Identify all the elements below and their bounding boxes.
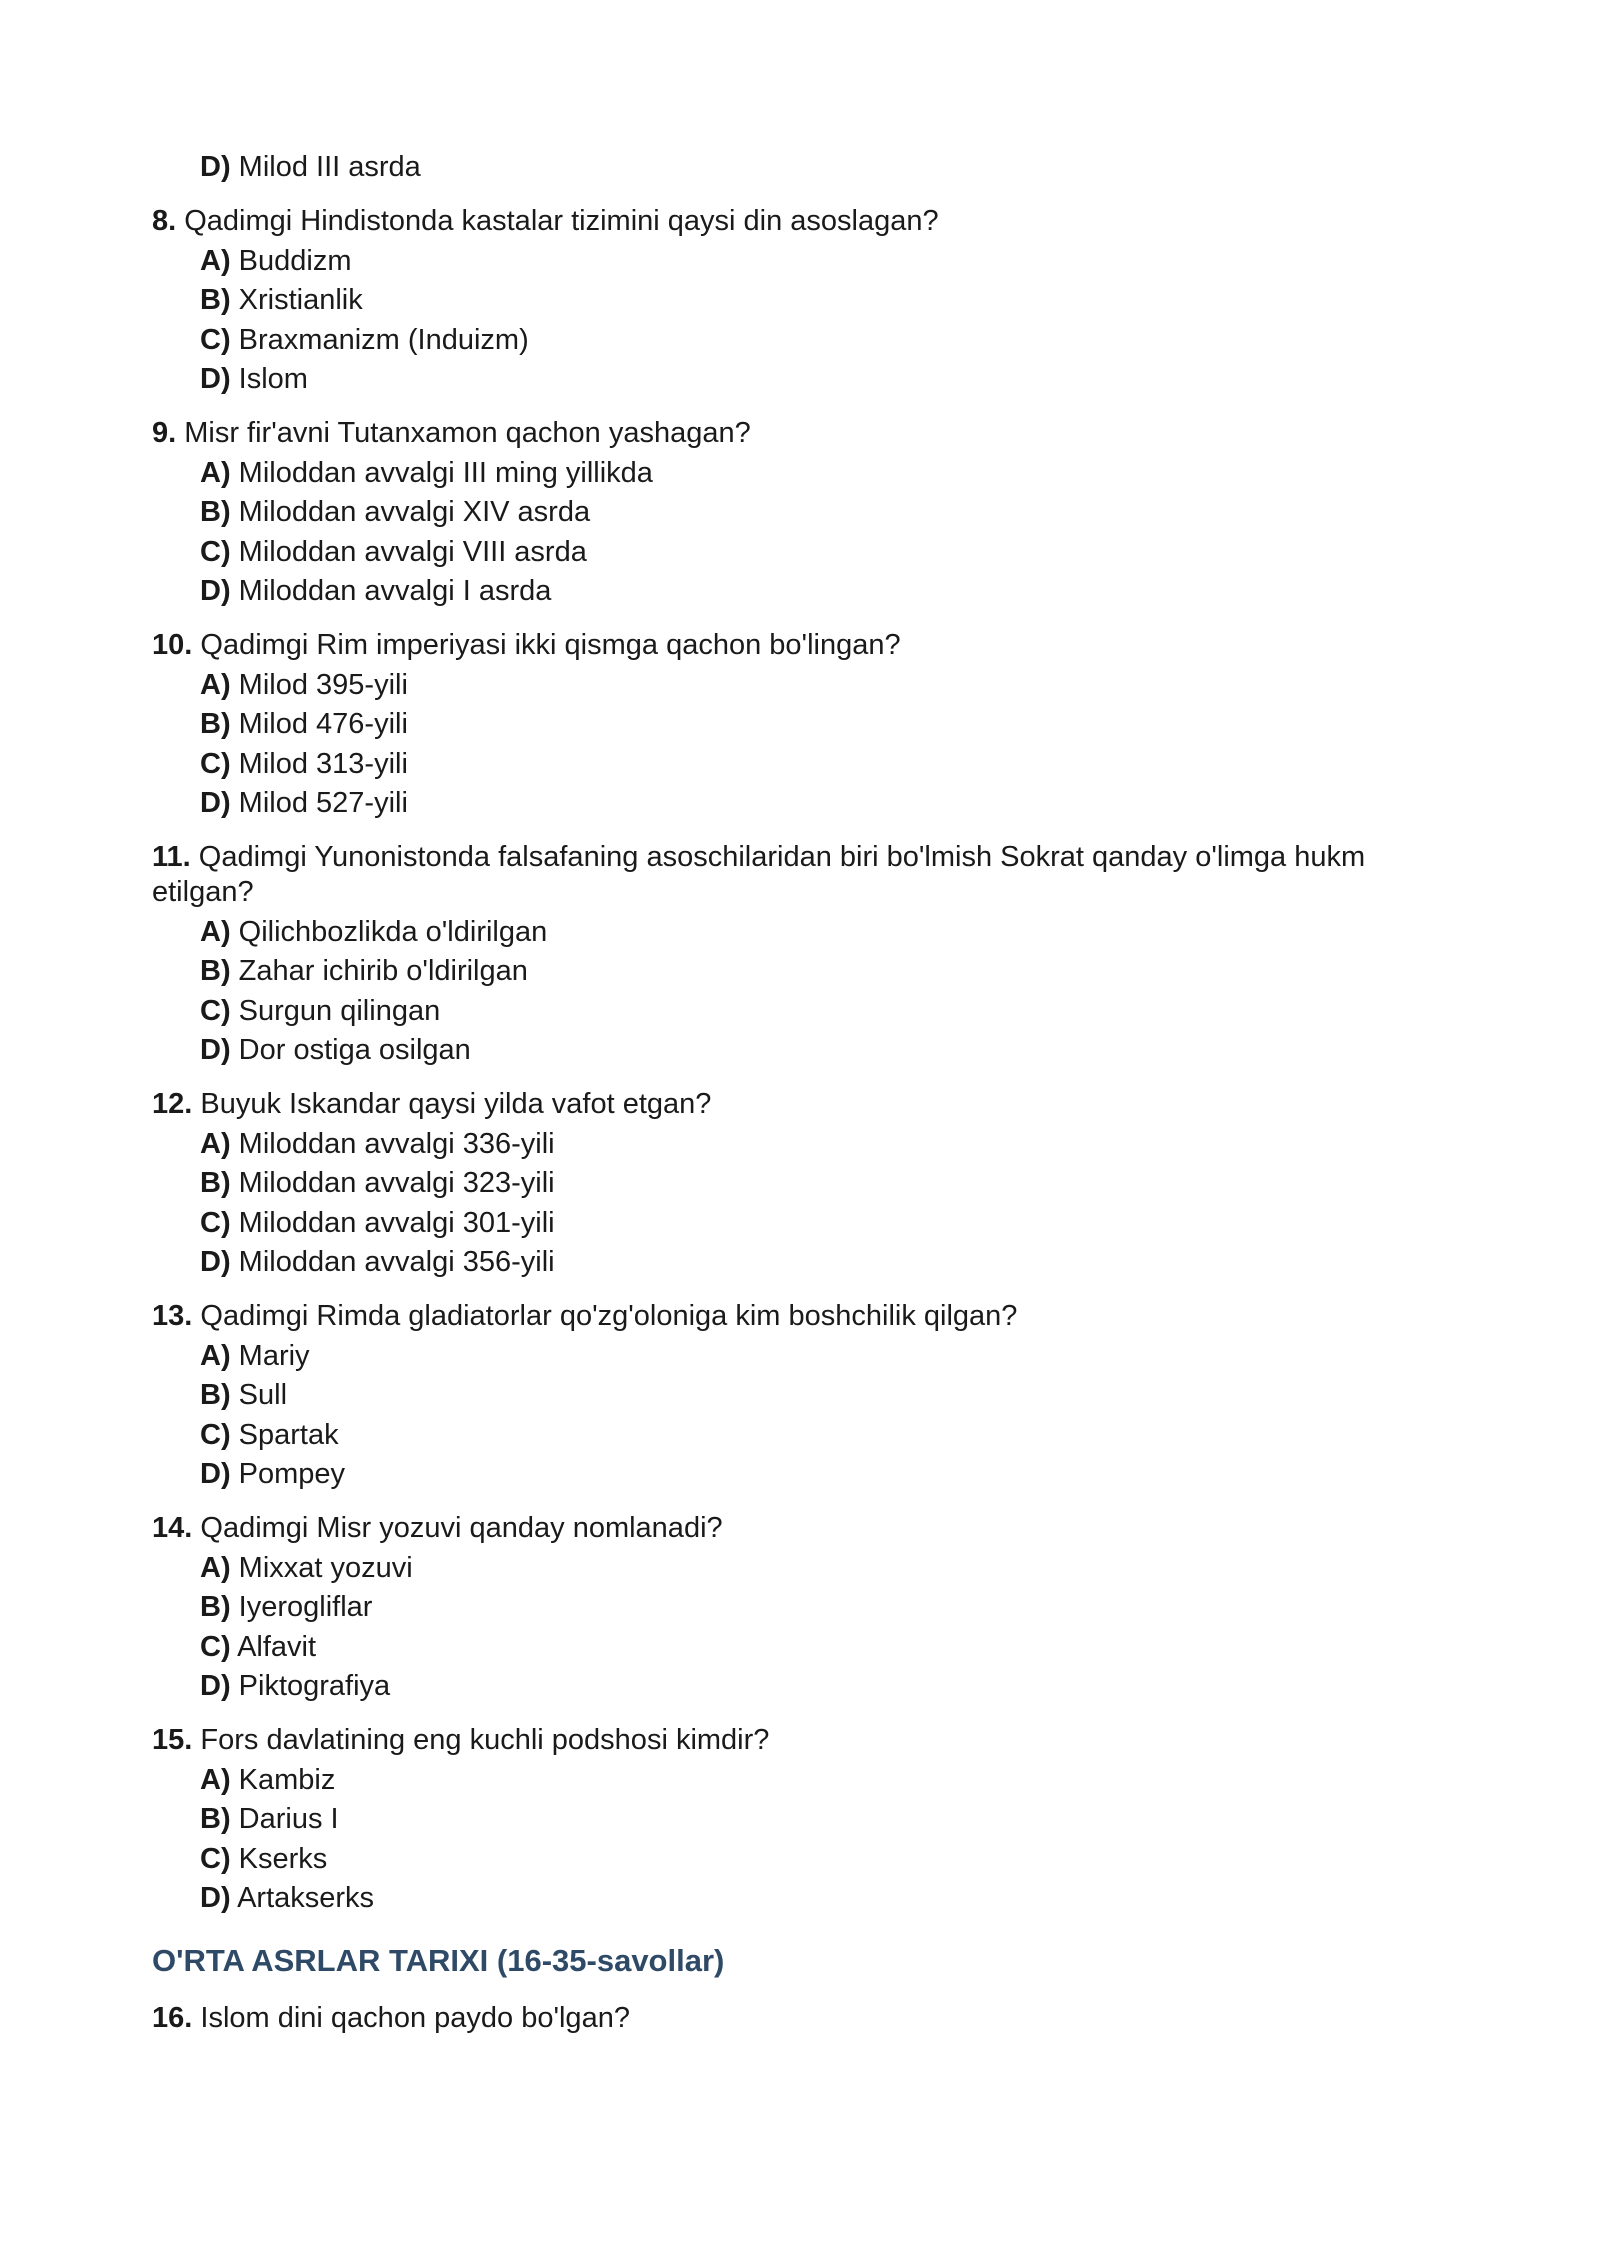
answer-options [152, 242, 1452, 400]
option-letter: C) [200, 994, 231, 1027]
option-letter: A) [200, 668, 231, 701]
answer-option [152, 784, 1452, 824]
option-text: Braxmanizm (Induizm) [230, 323, 529, 356]
option-text: Piktografiya [230, 1670, 391, 1702]
option-text: Iyerogliflar [230, 1591, 373, 1623]
question-body: Fors davlatining eng kuchli podshosi kimdir? [192, 1723, 770, 1756]
option-letter: D) [200, 1246, 231, 1278]
answer-option [152, 533, 1452, 573]
answer-option [152, 321, 1452, 361]
option-letter: A) [200, 244, 231, 277]
answer-options [152, 1337, 1452, 1495]
answer-option [152, 360, 1452, 400]
answer-option [152, 1243, 1452, 1283]
question-text [152, 1299, 1452, 1334]
option-text: Milod III asrda [230, 151, 421, 183]
option-text: Surgun qilingan [230, 994, 441, 1027]
option-letter: B) [200, 955, 231, 987]
question-body: Qadimgi Yunonistonda falsafaning asoschilaridan biri bo'lmish Sokrat qanday o'limga hukm etilgan? [152, 840, 1366, 908]
question-block [152, 1087, 1452, 1283]
section-heading: O'RTA ASRLAR TARIXI (16-35-savollar) [152, 1942, 725, 1978]
answer-options [152, 913, 1452, 1071]
option-text: Zahar ichirib o'ldirilgan [230, 955, 528, 987]
answer-option [152, 1761, 1452, 1801]
option-text: Miloddan avvalgi 356-yili [230, 1246, 555, 1278]
question-number: 16. [152, 2001, 193, 2034]
question-body: Qadimgi Rim imperiyasi ikki qismga qachon bo'lingan? [192, 628, 901, 661]
answer-option [152, 572, 1452, 612]
document-content [152, 148, 1452, 2036]
option-text: Artakserks [230, 1882, 375, 1914]
carryover-option [152, 148, 1452, 188]
question-block [152, 204, 1452, 400]
answer-option [152, 913, 1452, 953]
option-letter: A) [200, 1551, 231, 1584]
option-letter: A) [200, 1763, 231, 1796]
option-text: Milod 476-yili [230, 708, 408, 740]
answer-option [152, 454, 1452, 494]
option-text: Darius I [230, 1803, 339, 1835]
option-letter: B) [200, 496, 231, 528]
answer-options [152, 1549, 1452, 1707]
answer-options [152, 1761, 1452, 1919]
option-letter: C) [200, 1418, 231, 1451]
answer-option [152, 1800, 1452, 1840]
option-letter: A) [200, 1339, 231, 1372]
answer-option [152, 1549, 1452, 1589]
option-text: Milod 527-yili [230, 787, 408, 819]
option-letter: C) [200, 1630, 231, 1663]
option-letter: C) [200, 323, 231, 356]
option-text: Miloddan avvalgi VIII asrda [230, 535, 587, 568]
option-letter: D) [200, 1882, 231, 1914]
answer-option [152, 705, 1452, 745]
question-block [152, 416, 1452, 612]
question-text [152, 1723, 1452, 1758]
option-letter: B) [200, 1591, 231, 1623]
answer-option [152, 952, 1452, 992]
option-text: Miloddan avvalgi 301-yili [230, 1206, 555, 1239]
option-letter: D) [200, 1670, 231, 1702]
option-text: Qilichbozlikda o'ldirilgan [230, 915, 548, 948]
option-letter: D) [200, 1034, 231, 1066]
question-body: Islom dini qachon paydo bo'lgan? [192, 2001, 630, 2034]
answer-option [152, 992, 1452, 1032]
question-number: 10. [152, 628, 193, 661]
question-body: Qadimgi Rimda gladiatorlar qo'zg'oloniga kim boshchilik qilgan? [192, 1299, 1018, 1332]
question-block [152, 840, 1452, 1071]
option-letter: C) [200, 1206, 231, 1239]
question-body: Buyuk Iskandar qaysi yilda vafot etgan? [192, 1087, 712, 1120]
answer-option [152, 242, 1452, 282]
answer-option [152, 1840, 1452, 1880]
option-text: Mariy [230, 1339, 310, 1372]
answer-option [152, 1376, 1452, 1416]
option-text: Alfavit [230, 1630, 317, 1663]
question-body: Qadimgi Misr yozuvi qanday nomlanadi? [192, 1511, 723, 1544]
question-list [152, 204, 1452, 1919]
option-text: Buddizm [230, 244, 352, 277]
option-letter: B) [200, 1803, 231, 1835]
question-block [152, 628, 1452, 824]
question-number: 9. [152, 416, 177, 449]
option-text: Kserks [230, 1842, 328, 1875]
option-text: Kambiz [230, 1763, 336, 1796]
answer-option [152, 1416, 1452, 1456]
option-letter: C) [200, 747, 231, 780]
question-body: Misr fir'avni Tutanxamon qachon yashagan? [176, 416, 751, 449]
question-number: 8. [152, 204, 177, 237]
option-letter: A) [200, 915, 231, 948]
question-text [152, 204, 1452, 239]
option-text: Mixxat yozuvi [230, 1551, 413, 1584]
question-number: 13. [152, 1299, 193, 1332]
answer-option [152, 1667, 1452, 1707]
option-letter: B) [200, 284, 231, 316]
question-number: 14. [152, 1511, 193, 1544]
option-text: Miloddan avvalgi 323-yili [230, 1167, 555, 1199]
answer-option [152, 666, 1452, 706]
question-body: Qadimgi Hindistonda kastalar tizimini qaysi din asoslagan? [176, 204, 939, 237]
option-letter: C) [200, 535, 231, 568]
question-text [152, 1087, 1452, 1122]
option-text: Miloddan avvalgi I asrda [230, 575, 552, 607]
answer-option [152, 493, 1452, 533]
option-letter: A) [200, 456, 231, 489]
question-text [152, 416, 1452, 451]
question-text [152, 628, 1452, 663]
answer-options [152, 666, 1452, 824]
answer-option [152, 281, 1452, 321]
option-text: Miloddan avvalgi XIV asrda [230, 496, 591, 528]
question-text [152, 1511, 1452, 1546]
question-number: 11. [152, 840, 191, 873]
option-text: Sull [230, 1379, 288, 1411]
option-text: Milod 395-yili [230, 668, 408, 701]
answer-options [152, 454, 1452, 612]
answer-option [152, 1628, 1452, 1668]
option-letter: B) [200, 1379, 231, 1411]
answer-options [152, 1125, 1452, 1283]
option-text: Xristianlik [230, 284, 363, 316]
question-block [152, 1723, 1452, 1919]
answer-option [152, 1125, 1452, 1165]
question-text [152, 840, 1452, 910]
option-letter: C) [200, 1842, 231, 1875]
answer-option [152, 1879, 1452, 1919]
question-block [152, 1511, 1452, 1707]
option-text: Islom [230, 363, 308, 395]
question-text [152, 2001, 1452, 2036]
question-block [152, 1299, 1452, 1495]
answer-option [152, 1204, 1452, 1244]
option-text: Pompey [230, 1458, 346, 1490]
option-text: Miloddan avvalgi III ming yillikda [230, 456, 653, 489]
answer-option [152, 1337, 1452, 1377]
option-letter: A) [200, 1127, 231, 1160]
option-letter: D) [200, 787, 231, 819]
option-letter: D) [200, 363, 231, 395]
question-16 [152, 2001, 1452, 2036]
question-number: 12. [152, 1087, 193, 1120]
option-text: Spartak [230, 1418, 339, 1451]
question-number: 15. [152, 1723, 193, 1756]
option-text: Miloddan avvalgi 336-yili [230, 1127, 555, 1160]
option-letter: D) [200, 575, 231, 607]
option-text: Milod 313-yili [230, 747, 408, 780]
option-letter: B) [200, 708, 231, 740]
answer-option [152, 1588, 1452, 1628]
answer-option [152, 1164, 1452, 1204]
option-letter: D) [200, 151, 231, 183]
answer-option [152, 1031, 1452, 1071]
option-letter: B) [200, 1167, 231, 1199]
answer-option [152, 1455, 1452, 1495]
option-letter: D) [200, 1458, 231, 1490]
answer-option [152, 745, 1452, 785]
option-text: Dor ostiga osilgan [230, 1034, 471, 1066]
